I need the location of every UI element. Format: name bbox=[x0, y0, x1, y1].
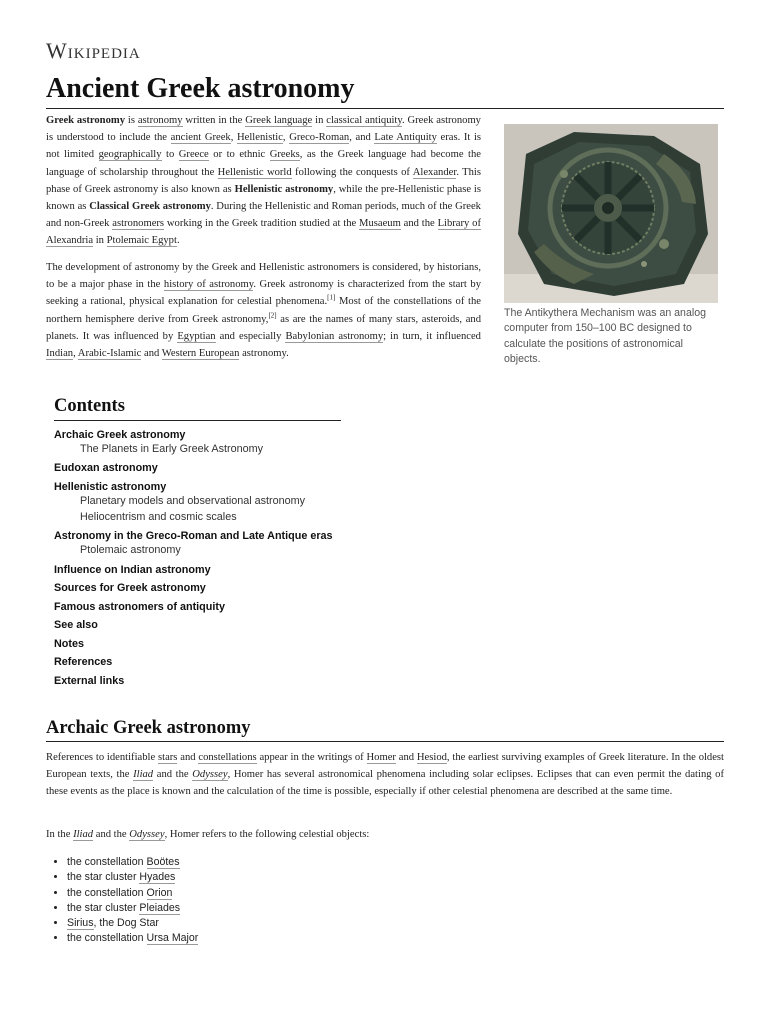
inline-link[interactable]: Iliad bbox=[73, 829, 94, 840]
toc-item-notes[interactable]: Notes bbox=[54, 638, 84, 650]
text-run: to bbox=[161, 149, 179, 161]
text-run: working in the Greek tradition studied at the bbox=[164, 218, 360, 230]
text-run: and bbox=[141, 348, 162, 360]
list-item bbox=[67, 870, 198, 885]
site-wordmark[interactable]: Wikipedia bbox=[46, 38, 141, 63]
text-run: , bbox=[230, 132, 238, 144]
inline-link[interactable]: Odyssey bbox=[129, 829, 165, 840]
text-run: and bbox=[177, 752, 199, 763]
intro-paragraph-1 bbox=[46, 112, 481, 250]
page-title: Ancient Greek astronomy bbox=[46, 72, 724, 109]
toc-item-sources-greek-astronomy[interactable]: Sources for Greek astronomy bbox=[54, 582, 206, 594]
text-run: In the bbox=[46, 829, 74, 840]
text-run: appear in the writings of bbox=[256, 752, 367, 763]
inline-link[interactable]: Iliad bbox=[133, 769, 154, 781]
text-run: , bbox=[73, 348, 78, 360]
text-run: following the conquests of bbox=[291, 166, 413, 178]
text-run: ; in turn, it influenced bbox=[383, 330, 481, 342]
inline-link[interactable]: geographically bbox=[98, 149, 162, 161]
toc-item-external-links[interactable]: External links bbox=[54, 675, 125, 687]
citation-ref[interactable]: [1] bbox=[327, 293, 336, 302]
bold-term: Hellenistic astronomy bbox=[234, 183, 334, 195]
citation-ref[interactable]: [2] bbox=[268, 311, 277, 320]
text-run: Most of the constellations of the northern hemisphere derive from Greek astronomy, bbox=[46, 296, 481, 325]
inline-link[interactable]: Pleiades bbox=[139, 901, 181, 914]
list-item bbox=[67, 901, 198, 916]
inline-link[interactable]: history of astronomy bbox=[163, 279, 254, 291]
text-run: and the bbox=[400, 218, 438, 230]
toc-item-greco-roman-late-antique[interactable]: Astronomy in the Greco-Roman and Late Antique eras bbox=[54, 530, 333, 542]
text-run: in bbox=[312, 115, 327, 126]
list-item bbox=[67, 886, 198, 901]
text-run: , Homer has several astronomical phenomena including solar eclipses. Eclipses that can even permit the dating of these events as the place is known and the calculation of the time is possible, especially if other celestial phenomena are described at the same time. bbox=[46, 769, 724, 798]
toc-item-influence-indian-astronomy[interactable]: Influence on Indian astronomy bbox=[54, 564, 211, 576]
inline-link[interactable]: astronomers bbox=[112, 218, 165, 230]
inline-link[interactable]: Late Antiquity bbox=[374, 132, 437, 144]
text-run: , bbox=[282, 132, 290, 144]
text-run: , while the pre-Hellenistic phase is known as bbox=[46, 183, 481, 213]
text-run: . Greek astronomy is characterized from the start by seeking a rational, physical explanation for celestial phenomena. bbox=[46, 279, 481, 308]
inline-link[interactable]: Hesiod bbox=[416, 752, 447, 763]
inline-link[interactable]: Egyptian bbox=[177, 330, 216, 342]
text-run: , as the Greek language had become the language of scholarship throughout the bbox=[46, 149, 481, 178]
text-run: the constellation bbox=[67, 856, 147, 868]
section-heading-archaic: Archaic Greek astronomy bbox=[46, 718, 724, 742]
text-run: the star cluster bbox=[67, 901, 140, 914]
list-item bbox=[67, 855, 198, 870]
toc-title: Contents bbox=[54, 396, 341, 421]
text-run: astronomy. bbox=[239, 348, 289, 360]
text-run: and the bbox=[153, 769, 193, 781]
text-run: or to ethnic bbox=[208, 149, 270, 161]
toc-item-archaic-greek-astronomy[interactable]: Archaic Greek astronomy bbox=[54, 429, 186, 441]
inline-link[interactable]: astronomy bbox=[137, 115, 183, 126]
text-run: , the Dog Star bbox=[93, 917, 159, 930]
text-run: the star cluster bbox=[67, 871, 140, 884]
celestial-objects-list bbox=[46, 855, 198, 947]
toc-item-eudoxan-astronomy[interactable]: Eudoxan astronomy bbox=[54, 462, 158, 474]
section-paragraph-1 bbox=[46, 749, 724, 801]
text-run: as are the names of many stars, asteroids, and planets. It was influenced by bbox=[46, 313, 481, 342]
inline-link[interactable]: Babylonian astronomy bbox=[285, 330, 384, 342]
inline-link[interactable]: Sirius bbox=[67, 917, 94, 930]
inline-link[interactable]: Greco-Roman bbox=[289, 132, 350, 144]
inline-link[interactable]: Hellenistic bbox=[237, 132, 283, 144]
inline-link[interactable]: Arabic-Islamic bbox=[77, 348, 142, 360]
text-run: . Greek astronomy is understood to include the bbox=[46, 115, 481, 144]
inline-link[interactable]: Odyssey bbox=[192, 769, 228, 781]
inline-link[interactable]: Indian bbox=[46, 348, 74, 360]
bold-term: Classical Greek astronomy bbox=[89, 201, 211, 213]
text-run: . bbox=[176, 235, 180, 247]
antikythera-mechanism-image[interactable] bbox=[504, 124, 718, 303]
inline-link[interactable]: Greece bbox=[178, 149, 209, 161]
list-item bbox=[67, 931, 198, 946]
figure-caption: The Antikythera Mechanism was an analog computer from 150–100 BC designed to calculate the positions of astronomical objects. bbox=[504, 307, 706, 366]
intro-paragraph-2 bbox=[46, 259, 481, 362]
inline-link[interactable]: Homer bbox=[366, 752, 396, 763]
inline-link[interactable]: constellations bbox=[198, 752, 257, 763]
toc-item-see-also[interactable]: See also bbox=[54, 619, 98, 631]
toc-item-heliocentrism[interactable]: Heliocentrism and cosmic scales bbox=[80, 511, 237, 523]
toc-item-hellenistic-astronomy[interactable]: Hellenistic astronomy bbox=[54, 481, 167, 493]
inline-link[interactable]: Greek language bbox=[245, 115, 313, 126]
infobox-figure bbox=[504, 124, 718, 368]
bold-term: Greek astronomy bbox=[46, 115, 125, 126]
list-item bbox=[67, 916, 198, 931]
text-run: , and bbox=[349, 132, 375, 144]
inline-link[interactable]: Hellenistic world bbox=[217, 166, 292, 178]
toc-item-references[interactable]: References bbox=[54, 656, 113, 668]
inline-link[interactable]: Western European bbox=[161, 348, 240, 360]
text-run: in bbox=[93, 235, 107, 247]
text-run: , the earliest surviving examples of Greek literature. In the oldest European texts, the bbox=[46, 752, 724, 781]
toc-item-ptolemaic-astronomy[interactable]: Ptolemaic astronomy bbox=[80, 544, 181, 556]
toc-item-planets-early-greek-astronomy[interactable]: The Planets in Early Greek Astronomy bbox=[80, 443, 264, 455]
text-run: . This phase of Greek astronomy is also known as bbox=[46, 166, 481, 195]
inline-link[interactable]: Ursa Major bbox=[146, 932, 199, 945]
inline-link[interactable]: Orion bbox=[146, 886, 173, 899]
inline-link[interactable]: Ptolemaic Egypt bbox=[106, 235, 177, 247]
toc-item-planetary-models[interactable]: Planetary models and observational astronomy bbox=[80, 495, 306, 507]
inline-link[interactable]: ancient Greek bbox=[170, 132, 231, 144]
inline-link[interactable]: Boötes bbox=[146, 856, 180, 868]
text-run: eras. It is not limited bbox=[46, 132, 482, 161]
section-paragraph-2 bbox=[46, 826, 724, 843]
text-run: the constellation bbox=[67, 886, 147, 899]
table-of-contents bbox=[54, 396, 354, 687]
text-run: is bbox=[125, 115, 138, 126]
text-run: , Homer refers to the following celestial objects: bbox=[164, 829, 370, 840]
inline-link[interactable]: classical antiquity bbox=[326, 115, 402, 126]
inline-link[interactable]: Hyades bbox=[139, 871, 176, 884]
text-run: The development of astronomy by the Greek and Hellenistic astronomers is considered, by historians, to be a major phase in the bbox=[46, 262, 481, 291]
text-run: the constellation bbox=[67, 932, 147, 945]
inline-link[interactable]: stars bbox=[158, 752, 178, 763]
text-run: and especially bbox=[215, 330, 286, 342]
text-run: References to identifiable bbox=[46, 752, 158, 763]
inline-link[interactable]: Library of Alexandria bbox=[46, 218, 481, 247]
toc-item-famous-astronomers[interactable]: Famous astronomers of antiquity bbox=[54, 601, 225, 613]
inline-link[interactable]: Alexander bbox=[412, 166, 457, 178]
inline-link[interactable]: Musaeum bbox=[359, 218, 401, 230]
text-run: . During the Hellenistic and Roman periods, much of the Greek and non-Greek bbox=[46, 201, 481, 230]
text-run: and the bbox=[93, 829, 130, 840]
inline-link[interactable]: Greeks bbox=[269, 149, 300, 161]
text-run: and bbox=[395, 752, 417, 763]
text-run: written in the bbox=[182, 115, 246, 126]
